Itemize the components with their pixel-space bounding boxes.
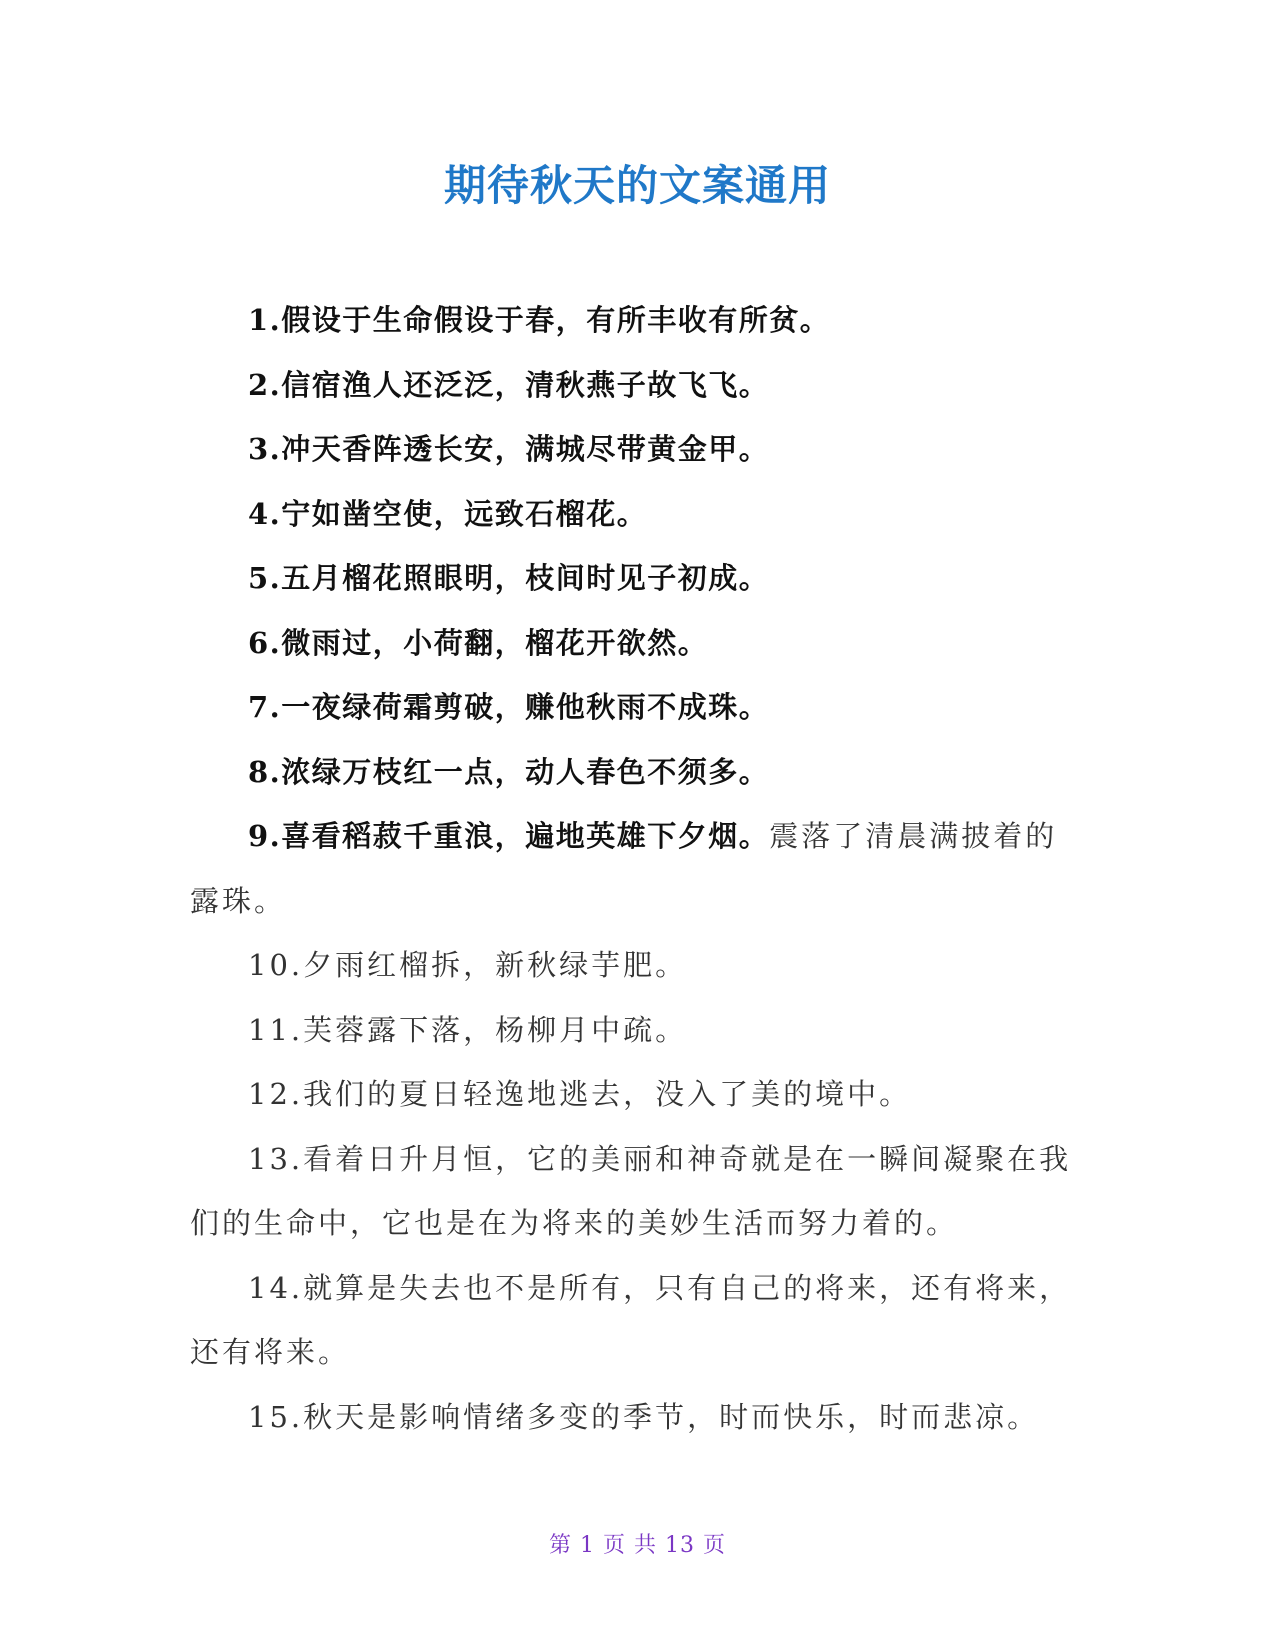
list-item-text: 5.五月榴花照眼明，枝间时见子初成。 [248, 561, 770, 595]
list-item [190, 482, 1085, 547]
list-item [190, 740, 1085, 805]
list-item-tail-text: 震落了清晨满披着的露珠。 [190, 819, 1058, 918]
list-item [190, 417, 1085, 482]
list-item-text: 3.冲天香阵透长安，满城尽带黄金甲。 [248, 432, 770, 466]
list-item-text: 6.微雨过，小荷翻，榴花开欲然。 [248, 625, 709, 660]
footer-label: 页 [602, 1533, 626, 1558]
list-item [190, 998, 1085, 1063]
footer-total-pages: 13 [665, 1533, 696, 1558]
list-item [190, 546, 1085, 611]
list-item-text: 14.就算是失去也不是所有，只有自己的将来，还有将来，还有将来。 [190, 1270, 1072, 1369]
list-item-text: 8.浓绿万枝红一点，动人春色不须多。 [248, 754, 770, 789]
list-item-text: 12.我们的夏日轻逸地逃去，没入了美的境中。 [248, 1077, 912, 1111]
list-item [190, 1127, 1085, 1256]
list-item [190, 353, 1085, 418]
footer-label: 共 [634, 1533, 658, 1558]
page-footer [0, 1528, 1275, 1559]
footer-label: 页 [703, 1533, 727, 1558]
list-item-text: 2.信宿渔人还泛泛，清秋燕子故飞飞。 [248, 367, 770, 402]
list-item-text: 11.芙蓉露下落，杨柳月中疏。 [248, 1012, 688, 1047]
list-item [190, 1256, 1085, 1385]
list-item-text: 1.假设于生命假设于春，有所丰收有所贫。 [248, 303, 831, 337]
list-item-text: 15.秋天是影响情绪多变的季节，时而快乐，时而悲凉。 [248, 1399, 1040, 1434]
list-item-text: 10.夕雨红榴拆，新秋绿芋肥。 [248, 948, 688, 982]
list-item-text: 9.喜看稻菽千重浪，遍地英雄下夕烟。 [248, 819, 770, 853]
footer-label: 第 [548, 1533, 572, 1558]
list-item [190, 675, 1085, 740]
list-item [190, 804, 1085, 933]
document-body [190, 288, 1085, 1449]
list-item-text: 4.宁如凿空使，远致石榴花。 [248, 496, 648, 531]
list-item-text: 13.看着日升月恒，它的美丽和神奇就是在一瞬间凝聚在我们的生命中，它也是在为将来的美妙生活而努力着的。 [190, 1141, 1072, 1240]
list-item-text: 7.一夜绿荷霜剪破，赚他秋雨不成珠。 [248, 690, 770, 724]
list-item [190, 611, 1085, 676]
list-item [190, 1062, 1085, 1127]
footer-page-number: 1 [579, 1533, 595, 1558]
list-item [190, 1385, 1085, 1450]
list-item [190, 933, 1085, 998]
list-item [190, 288, 1085, 353]
document-title: 期待秋天的文案通用 [443, 161, 831, 210]
